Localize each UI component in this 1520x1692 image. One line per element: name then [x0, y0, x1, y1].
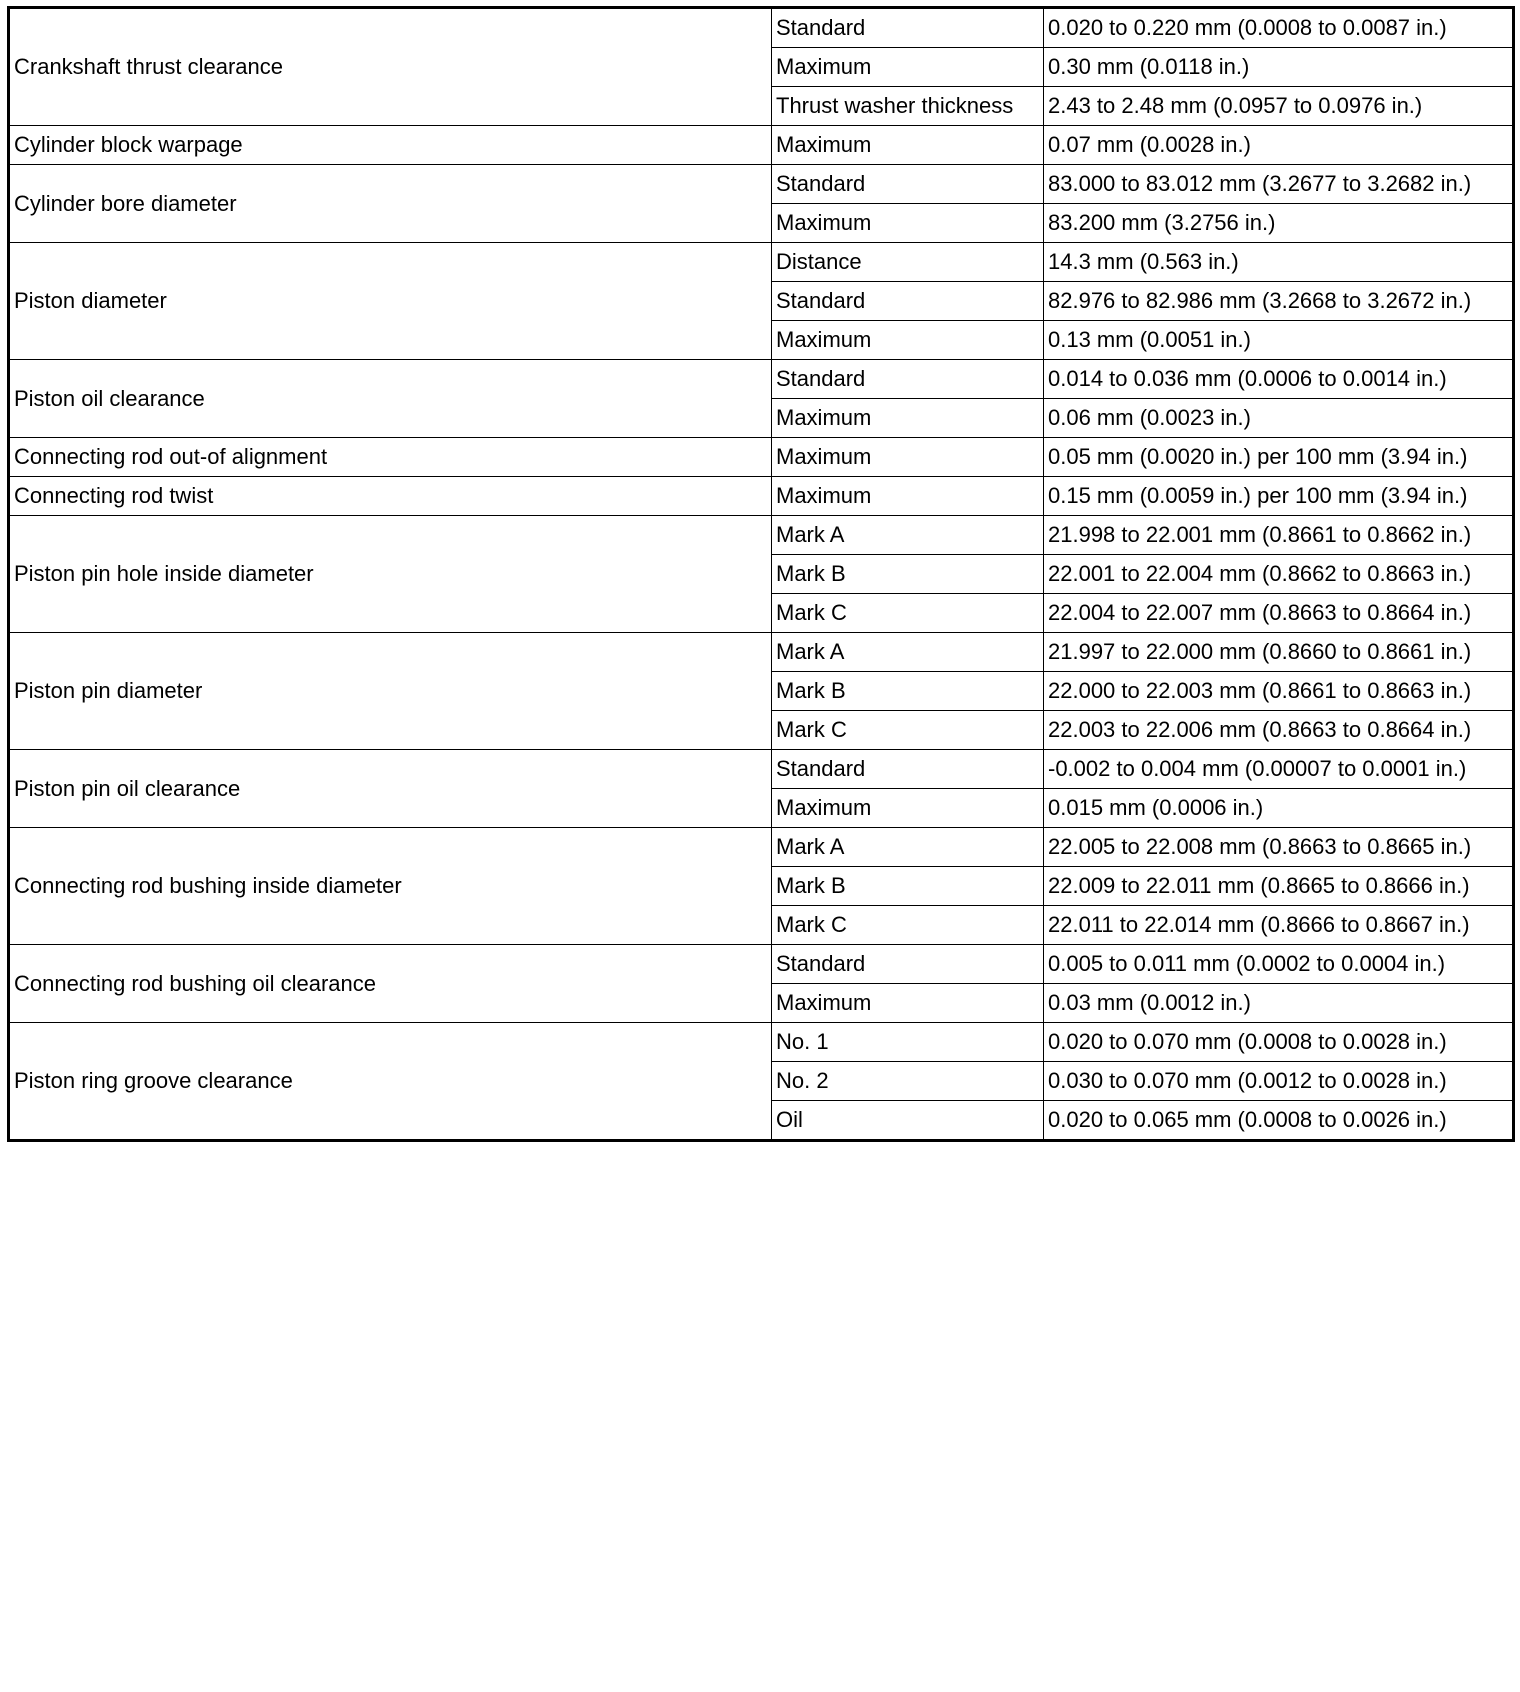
spec-condition-cell: Mark A: [772, 516, 1044, 555]
spec-value-cell: 0.020 to 0.220 mm (0.0008 to 0.0087 in.): [1044, 8, 1514, 48]
spec-value-cell: 0.30 mm (0.0118 in.): [1044, 48, 1514, 87]
spec-value-cell: 22.009 to 22.011 mm (0.8665 to 0.8666 in.): [1044, 867, 1514, 906]
spec-value-cell: 83.200 mm (3.2756 in.): [1044, 204, 1514, 243]
spec-item-cell: Crankshaft thrust clearance: [9, 8, 772, 126]
spec-condition-cell: Standard: [772, 750, 1044, 789]
spec-condition-cell: Maximum: [772, 438, 1044, 477]
spec-value-cell: 22.011 to 22.014 mm (0.8666 to 0.8667 in.): [1044, 906, 1514, 945]
spec-condition-cell: Mark B: [772, 867, 1044, 906]
spec-value-cell: 0.05 mm (0.0020 in.) per 100 mm (3.94 in.): [1044, 438, 1514, 477]
spec-condition-cell: Mark C: [772, 711, 1044, 750]
spec-item-cell: Piston ring groove clearance: [9, 1023, 772, 1141]
spec-item-cell: Piston diameter: [9, 243, 772, 360]
table-row: [9, 360, 1514, 399]
spec-item-cell: Piston pin diameter: [9, 633, 772, 750]
spec-value-cell: 0.13 mm (0.0051 in.): [1044, 321, 1514, 360]
spec-condition-cell: Mark C: [772, 906, 1044, 945]
spec-condition-cell: Maximum: [772, 204, 1044, 243]
table-row: [9, 633, 1514, 672]
spec-condition-cell: Maximum: [772, 126, 1044, 165]
spec-value-cell: 22.004 to 22.007 mm (0.8663 to 0.8664 in.): [1044, 594, 1514, 633]
spec-condition-cell: Maximum: [772, 399, 1044, 438]
spec-value-cell: 0.030 to 0.070 mm (0.0012 to 0.0028 in.): [1044, 1062, 1514, 1101]
spec-item-cell: Connecting rod bushing inside diameter: [9, 828, 772, 945]
spec-condition-cell: Maximum: [772, 789, 1044, 828]
spec-condition-cell: Mark A: [772, 828, 1044, 867]
spec-table: [7, 6, 1515, 1142]
spec-condition-cell: Distance: [772, 243, 1044, 282]
spec-item-cell: Connecting rod bushing oil clearance: [9, 945, 772, 1023]
table-row: [9, 438, 1514, 477]
spec-value-cell: 21.997 to 22.000 mm (0.8660 to 0.8661 in.): [1044, 633, 1514, 672]
spec-condition-cell: Maximum: [772, 477, 1044, 516]
spec-value-cell: 83.000 to 83.012 mm (3.2677 to 3.2682 in.): [1044, 165, 1514, 204]
spec-condition-cell: Maximum: [772, 321, 1044, 360]
spec-value-cell: 0.06 mm (0.0023 in.): [1044, 399, 1514, 438]
spec-item-cell: Connecting rod out-of alignment: [9, 438, 772, 477]
spec-value-cell: 0.07 mm (0.0028 in.): [1044, 126, 1514, 165]
spec-value-cell: 0.020 to 0.065 mm (0.0008 to 0.0026 in.): [1044, 1101, 1514, 1141]
spec-value-cell: 22.003 to 22.006 mm (0.8663 to 0.8664 in.): [1044, 711, 1514, 750]
spec-item-cell: Piston pin oil clearance: [9, 750, 772, 828]
spec-value-cell: 2.43 to 2.48 mm (0.0957 to 0.0976 in.): [1044, 87, 1514, 126]
spec-value-cell: 0.015 mm (0.0006 in.): [1044, 789, 1514, 828]
spec-condition-cell: Mark C: [772, 594, 1044, 633]
spec-condition-cell: Mark B: [772, 672, 1044, 711]
spec-item-cell: Piston oil clearance: [9, 360, 772, 438]
spec-item-cell: Piston pin hole inside diameter: [9, 516, 772, 633]
spec-condition-cell: Standard: [772, 360, 1044, 399]
table-row: [9, 477, 1514, 516]
spec-condition-cell: Standard: [772, 282, 1044, 321]
table-row: [9, 828, 1514, 867]
spec-value-cell: 22.001 to 22.004 mm (0.8662 to 0.8663 in.): [1044, 555, 1514, 594]
spec-condition-cell: Standard: [772, 165, 1044, 204]
spec-condition-cell: Thrust washer thickness: [772, 87, 1044, 126]
spec-condition-cell: Standard: [772, 945, 1044, 984]
spec-item-cell: Cylinder block warpage: [9, 126, 772, 165]
table-row: [9, 165, 1514, 204]
spec-value-cell: 14.3 mm (0.563 in.): [1044, 243, 1514, 282]
table-row: [9, 945, 1514, 984]
spec-condition-cell: Mark A: [772, 633, 1044, 672]
spec-condition-cell: No. 2: [772, 1062, 1044, 1101]
spec-value-cell: 22.000 to 22.003 mm (0.8661 to 0.8663 in.): [1044, 672, 1514, 711]
spec-condition-cell: No. 1: [772, 1023, 1044, 1062]
spec-value-cell: 0.005 to 0.011 mm (0.0002 to 0.0004 in.): [1044, 945, 1514, 984]
spec-condition-cell: Oil: [772, 1101, 1044, 1141]
table-row: [9, 243, 1514, 282]
spec-value-cell: 22.005 to 22.008 mm (0.8663 to 0.8665 in.): [1044, 828, 1514, 867]
spec-value-cell: 0.014 to 0.036 mm (0.0006 to 0.0014 in.): [1044, 360, 1514, 399]
spec-condition-cell: Mark B: [772, 555, 1044, 594]
spec-item-cell: Cylinder bore diameter: [9, 165, 772, 243]
table-row: [9, 750, 1514, 789]
spec-value-cell: 0.03 mm (0.0012 in.): [1044, 984, 1514, 1023]
table-row: [9, 516, 1514, 555]
spec-item-cell: Connecting rod twist: [9, 477, 772, 516]
spec-value-cell: -0.002 to 0.004 mm (0.00007 to 0.0001 in.): [1044, 750, 1514, 789]
table-row: [9, 126, 1514, 165]
spec-value-cell: 0.15 mm (0.0059 in.) per 100 mm (3.94 in.): [1044, 477, 1514, 516]
spec-table-body: [9, 8, 1514, 1141]
spec-condition-cell: Maximum: [772, 48, 1044, 87]
spec-value-cell: 21.998 to 22.001 mm (0.8661 to 0.8662 in.): [1044, 516, 1514, 555]
spec-condition-cell: Maximum: [772, 984, 1044, 1023]
table-row: [9, 8, 1514, 48]
spec-value-cell: 82.976 to 82.986 mm (3.2668 to 3.2672 in.): [1044, 282, 1514, 321]
table-row: [9, 1023, 1514, 1062]
spec-value-cell: 0.020 to 0.070 mm (0.0008 to 0.0028 in.): [1044, 1023, 1514, 1062]
spec-condition-cell: Standard: [772, 8, 1044, 48]
